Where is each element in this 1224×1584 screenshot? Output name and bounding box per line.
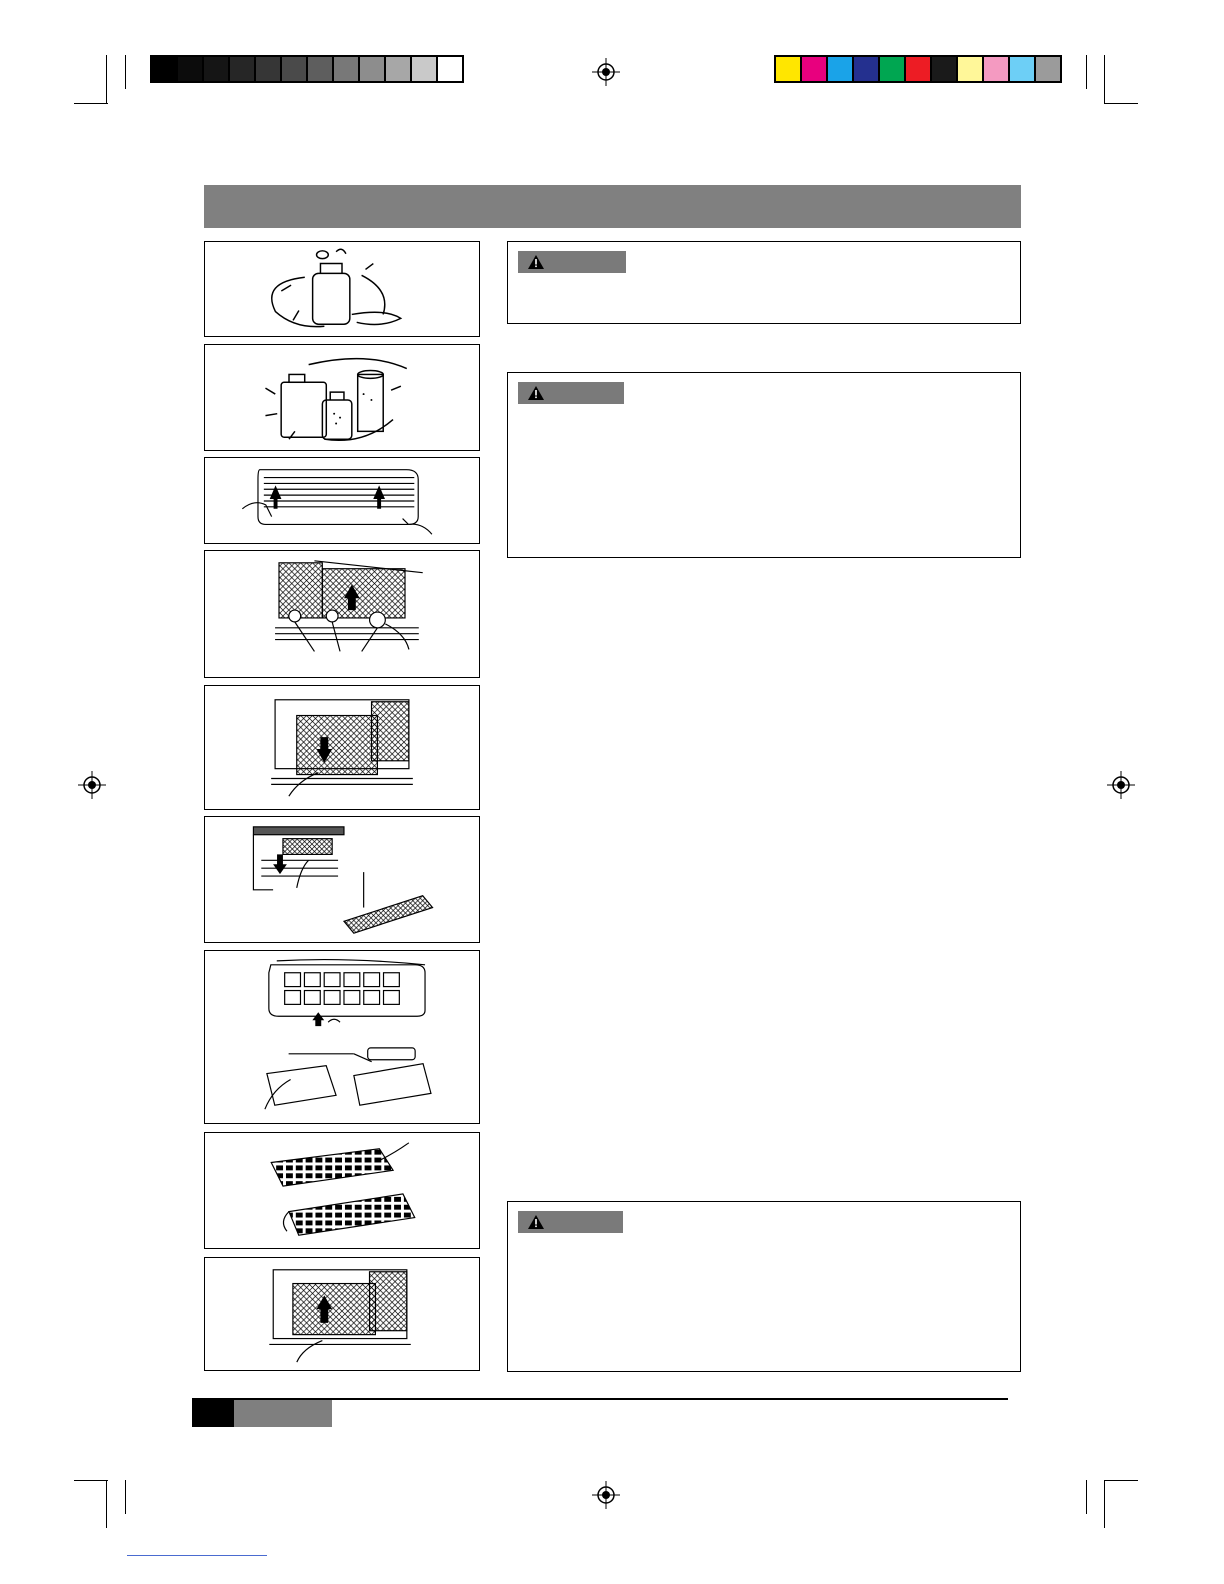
warning-label-tag bbox=[518, 1211, 623, 1233]
section-header-bar bbox=[204, 185, 1021, 228]
page-number-block bbox=[192, 1400, 234, 1427]
color-swatch bbox=[854, 57, 880, 81]
remove-filter-illustration bbox=[204, 816, 480, 943]
crop-mark bbox=[106, 1480, 107, 1528]
footer-section-tab bbox=[234, 1400, 332, 1427]
color-swatch bbox=[1010, 57, 1036, 81]
pull-filter-down-illustration bbox=[204, 685, 480, 810]
crop-mark bbox=[1104, 1480, 1138, 1481]
open-front-panel-illustration bbox=[204, 457, 480, 544]
reinsert-filter-illustration bbox=[204, 1257, 480, 1371]
color-swatch bbox=[308, 57, 334, 81]
warning-box bbox=[507, 1201, 1021, 1372]
color-swatch bbox=[828, 57, 854, 81]
color-swatch bbox=[152, 57, 178, 81]
bottle-with-cap-illustration bbox=[204, 241, 480, 337]
registration-mark-icon bbox=[78, 771, 106, 799]
color-swatch bbox=[958, 57, 984, 81]
crop-mark bbox=[1104, 1480, 1105, 1528]
bottom-underline bbox=[127, 1555, 267, 1556]
color-swatch bbox=[230, 57, 256, 81]
grayscale-color-bar bbox=[150, 55, 464, 83]
color-swatch bbox=[204, 57, 230, 81]
color-swatch bbox=[438, 57, 462, 81]
warning-label-tag bbox=[518, 382, 624, 404]
crop-mark bbox=[1086, 1480, 1087, 1514]
lift-filter-tabs-illustration bbox=[204, 550, 480, 678]
color-swatch bbox=[776, 57, 802, 81]
warning-box bbox=[507, 241, 1021, 324]
solvent-containers-illustration bbox=[204, 344, 480, 451]
color-swatch bbox=[334, 57, 360, 81]
registration-mark-icon bbox=[592, 1481, 620, 1509]
color-swatch bbox=[178, 57, 204, 81]
crop-mark bbox=[125, 1480, 126, 1514]
warning-box bbox=[507, 372, 1021, 558]
crop-mark bbox=[74, 103, 108, 104]
color-swatch bbox=[386, 57, 412, 81]
color-swatch bbox=[256, 57, 282, 81]
crop-mark bbox=[1104, 103, 1138, 104]
color-swatch bbox=[880, 57, 906, 81]
warning-triangle-icon bbox=[528, 255, 544, 269]
color-swatch bbox=[1036, 57, 1060, 81]
color-swatch bbox=[412, 57, 438, 81]
color-swatch bbox=[906, 57, 932, 81]
color-swatch bbox=[282, 57, 308, 81]
warning-triangle-icon bbox=[528, 386, 544, 400]
crop-mark bbox=[74, 1480, 108, 1481]
clean-filter-illustration bbox=[204, 1132, 480, 1249]
process-color-bar bbox=[774, 55, 1062, 83]
warning-label-tag bbox=[518, 251, 626, 273]
registration-mark-icon bbox=[592, 58, 620, 86]
crop-mark bbox=[1104, 55, 1105, 103]
registration-mark-icon bbox=[1107, 771, 1135, 799]
crop-mark bbox=[125, 55, 126, 89]
color-swatch bbox=[932, 57, 958, 81]
warning-triangle-icon bbox=[528, 1215, 544, 1229]
crop-mark bbox=[106, 55, 107, 103]
crop-mark bbox=[1086, 55, 1087, 89]
remove-air-cleaning-filter-illustration bbox=[204, 950, 480, 1124]
color-swatch bbox=[802, 57, 828, 81]
color-swatch bbox=[360, 57, 386, 81]
color-swatch bbox=[984, 57, 1010, 81]
